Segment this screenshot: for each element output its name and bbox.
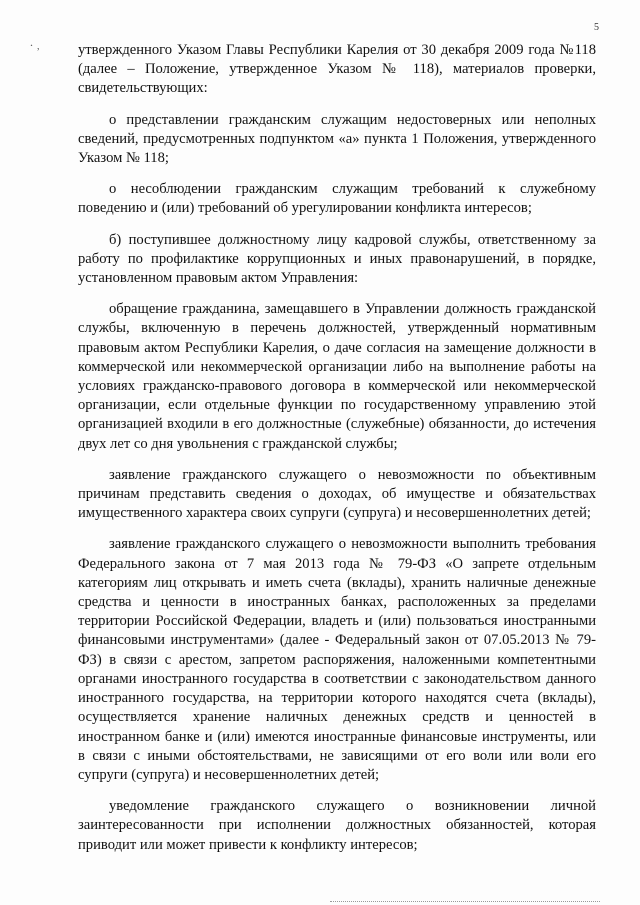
scan-edge-line (330, 901, 600, 903)
scan-mark: . (30, 35, 33, 49)
scan-mark: , (37, 41, 40, 52)
paragraph-nonobservance: о несоблюдении гражданским служащим требований к служебному поведению и (или) требований об урегулировании конфликта интересов; (78, 181, 596, 217)
page-number: 5 (594, 22, 599, 33)
paragraph-false-information: о представлении гражданским служащим недостоверных или неполных сведений, предусмотренных подпунктом «а» пункта 1 Положения, утвержденного Указом № 118; (78, 111, 596, 167)
paragraph-income-statement: заявление гражданского служащего о невозможности по объективным причинам представить сведения о доходах, об имуществе и обязательствах имущественного характера своих супруги (супруга) и несовершеннолетних детей; (78, 466, 596, 522)
paragraph-conflict-notice: уведомление гражданского служащего о возникновении личной заинтересованности при исполнении должностных обязанностей, которая приводит или может привести к конфликту интересов; (78, 798, 596, 853)
paragraph-intro-continuation: утвержденного Указом Главы Республики Карелия от 30 декабря 2009 года №118 (далее – Положение, утвержденное Указом № 118), материалов проверки, свидетельствующих: (78, 42, 596, 97)
document-body (78, 41, 596, 867)
paragraph-citizen-appeal: обращение гражданина, замещавшего в Управлении должность гражданской службы, включенную в перечень должностей, утвержденный нормативным правовым актом Республики Карелия, о даче согласия на замещение должности в коммерческой или некоммерческой организации либо на выполнение работы на условиях гражданско-правового договора в коммерческой или некоммерческой организации, если отдельные функции по государственному управлению этой организацией входили в его должностные (служебные) обязанности, до истечения двух лет со дня увольнения с гражданской службы; (78, 301, 596, 452)
paragraph-foreign-accounts: заявление гражданского служащего о невозможности выполнить требования Федерального закона от 7 мая 2013 года № 79-ФЗ «О запрете отдельным категориям лиц открывать и иметь счета (вклады), хранить наличные денежные средства и ценности в иностранных банках, расположенных за пределами территории Российской Федерации, владеть и (или) пользоваться иностранными финансовыми инструментами» (далее - Федеральный закон от 07.05.2013 № 79-ФЗ) в связи с арестом, запретом распоряжения, наложенными компетентными органами иностранного государства в соответствии с законодательством данного иностранного государства, на территории которого находятся счета (вклады), осуществляется хранение наличных денежных средств и ценностей в иностранном банке и (или) имеются иностранные финансовые инструменты, или в связи с иными обстоятельствами, не зависящими от его воли или воли его супруги (супруга) и несовершеннолетних детей; (78, 536, 596, 783)
paragraph-item-b: б) поступившее должностному лицу кадровой службы, ответственному за работу по профилактике коррупционных и иных правонарушений, в порядке, установленном правовым актом Управления: (78, 231, 596, 287)
